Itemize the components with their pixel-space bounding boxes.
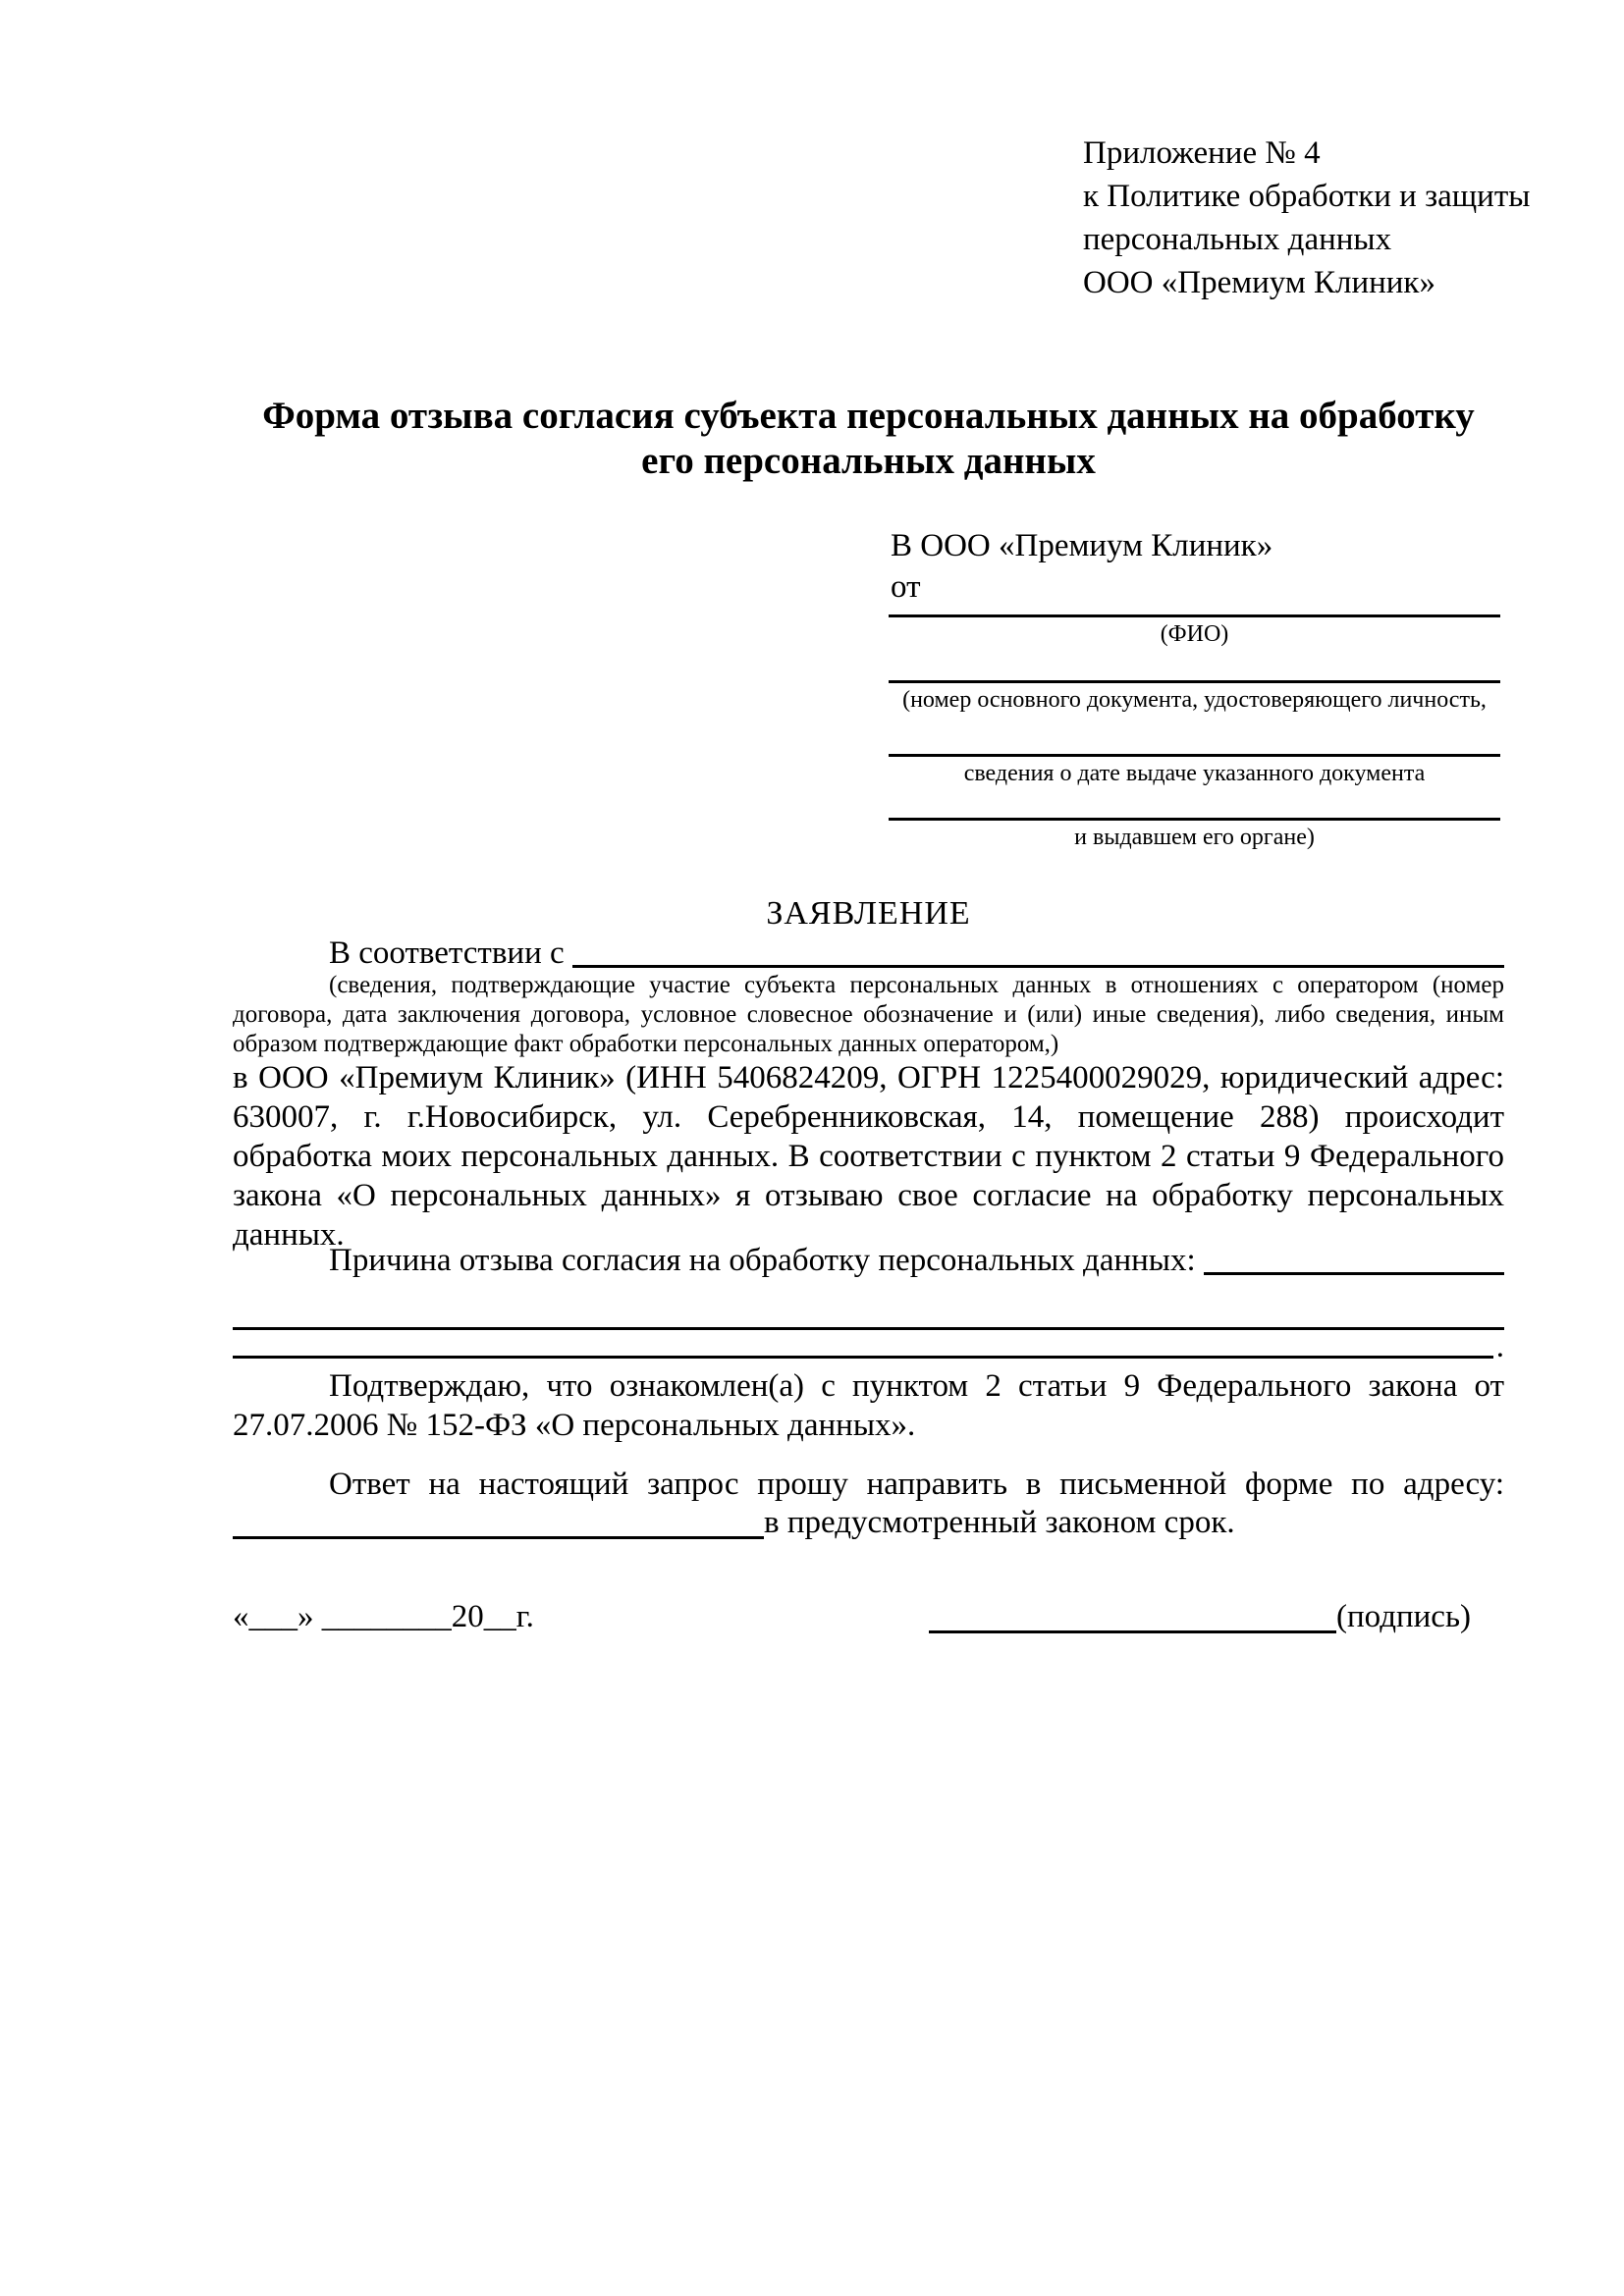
reason-label: Причина отзыва согласия на обработку персональных данных: bbox=[329, 1243, 1196, 1278]
fio-blank-line bbox=[889, 614, 1500, 617]
signature-group bbox=[929, 1599, 1471, 1635]
reason-blank-line bbox=[1204, 1272, 1504, 1275]
addressee-from-label: от bbox=[891, 569, 921, 605]
intro-label: В соответствии с bbox=[329, 935, 565, 971]
reason-row bbox=[233, 1241, 1504, 1280]
appendix-line: ООО «Премиум Клиник» bbox=[1083, 265, 1435, 300]
confirmation-paragraph: Подтверждаю, что ознакомлен(а) с пунктом 2 статьи 9 Федерального закона от 27.07.2006 № 152-ФЗ «О персональных данных». bbox=[233, 1368, 1504, 1443]
signature-blank-line bbox=[929, 1630, 1336, 1633]
issuing-authority-caption: и выдавшем его органе) bbox=[1074, 825, 1315, 850]
appendix-line: Приложение № 4 bbox=[1083, 135, 1321, 171]
issue-date-blank-line bbox=[889, 754, 1500, 757]
reply-tail-text: в предусмотренный законом срок. bbox=[764, 1505, 1235, 1540]
document-number-blank-line bbox=[889, 680, 1500, 683]
appendix-block bbox=[1083, 132, 1530, 304]
reason-continuation-blank-line bbox=[233, 1292, 1504, 1330]
reply-request-paragraph: Ответ на настоящий запрос прошу направить в письменной форме по адресу: bbox=[329, 1467, 1504, 1502]
statement-heading: ЗАЯВЛЕНИЕ bbox=[766, 895, 971, 932]
intro-row bbox=[233, 934, 1504, 973]
body-paragraph: в ООО «Премиум Клиник» (ИНН 5406824209, ОГРН 1225400029029, юридический адрес: 630007, г. г.Новосибирск, ул. Серебренниковская, 14, помещение 288) происходит обработка моих персональных данных. В соответствии с пунктом 2 статьи 9 Федерального закона «О персональных данных» я отзываю свое согласие на обработку персональных данных. bbox=[233, 1060, 1504, 1253]
reply-address-row bbox=[233, 1506, 1504, 1541]
intro-blank-line bbox=[572, 965, 1504, 968]
issue-date-caption: сведения о дате выдаче указанного документа bbox=[963, 761, 1426, 786]
addressee-to: В ООО «Премиум Клиник» bbox=[891, 528, 1273, 563]
blank-line-period: . bbox=[1495, 1329, 1504, 1364]
reason-continuation-blank-line-2 bbox=[233, 1327, 1504, 1364]
signature-caption: (подпись) bbox=[1336, 1599, 1471, 1634]
document-title: Форма отзыва согласия субъекта персональных данных на обработку его персональных данных bbox=[262, 395, 1475, 482]
appendix-line: персональных данных bbox=[1083, 222, 1392, 257]
address-blank-line bbox=[233, 1536, 764, 1539]
footer-row bbox=[233, 1598, 1504, 1635]
appendix-line: к Политике обработки и защиты bbox=[1083, 179, 1531, 214]
blank-line bbox=[233, 1356, 1493, 1359]
document-number-caption: (номер основного документа, удостоверяющего личность, bbox=[902, 687, 1487, 713]
fio-caption: (ФИО) bbox=[1160, 621, 1229, 647]
intro-note: (сведения, подтверждающие участие субъекта персональных данных в отношениях с оператором (номер договора, дата заключения договора, условное словесное обозначение и (или) иные сведения), либо сведения, иным образом подтверждающие факт обработки персональных данных оператором,) bbox=[233, 972, 1504, 1057]
issuing-authority-blank-line bbox=[889, 818, 1500, 821]
date-line: «___» ________20__г. bbox=[233, 1599, 534, 1634]
